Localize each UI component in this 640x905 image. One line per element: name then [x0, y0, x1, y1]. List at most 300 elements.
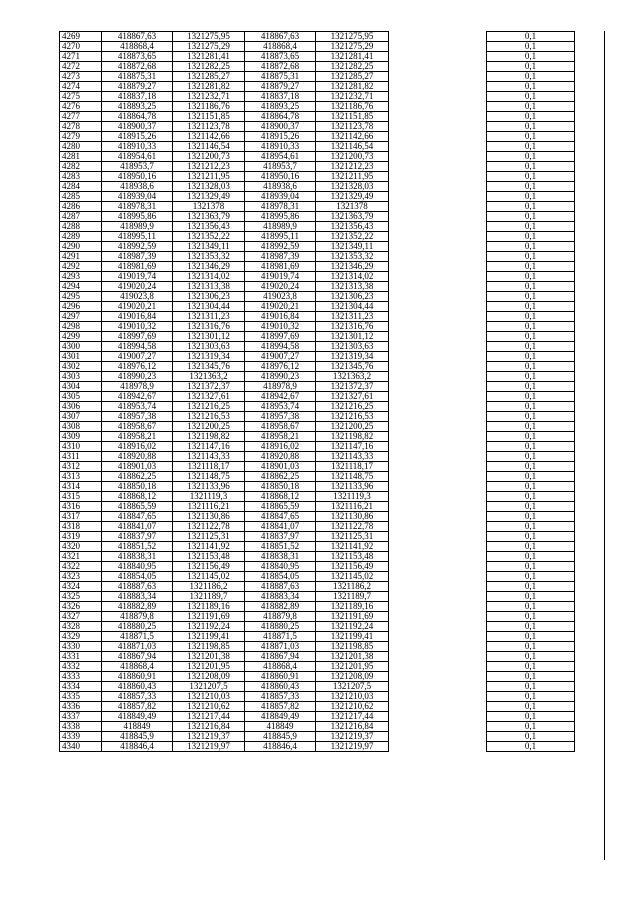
y-coordinate-2-cell: 1321142,66	[316, 132, 389, 142]
spacer-cell	[389, 432, 487, 442]
point-number-cell: 4282	[60, 162, 102, 172]
accuracy-cell: 0,1	[487, 282, 575, 292]
spacer-cell	[389, 42, 487, 52]
accuracy-cell: 0,1	[487, 662, 575, 672]
x-coordinate-2-cell: 418837,97	[245, 532, 316, 542]
x-coordinate-2-cell: 418995,11	[245, 232, 316, 242]
accuracy-cell: 0,1	[487, 332, 575, 342]
page-right-rule	[604, 31, 605, 860]
x-coordinate-cell: 418915,26	[102, 132, 173, 142]
table-row	[60, 52, 575, 62]
x-coordinate-2-cell: 418857,33	[245, 692, 316, 702]
accuracy-cell: 0,1	[487, 222, 575, 232]
table-row	[60, 182, 575, 192]
spacer-cell	[389, 52, 487, 62]
x-coordinate-cell: 419020,24	[102, 282, 173, 292]
x-coordinate-2-cell: 418862,25	[245, 472, 316, 482]
point-number-cell: 4271	[60, 52, 102, 62]
y-coordinate-cell: 1321192,24	[173, 622, 245, 632]
accuracy-cell: 0,1	[487, 392, 575, 402]
point-number-cell: 4305	[60, 392, 102, 402]
y-coordinate-2-cell: 1321147,16	[316, 442, 389, 452]
spacer-cell	[389, 742, 487, 752]
table-row	[60, 202, 575, 212]
spacer-cell	[389, 162, 487, 172]
spacer-cell	[389, 302, 487, 312]
x-coordinate-2-cell: 418849,49	[245, 712, 316, 722]
table-row	[60, 102, 575, 112]
accuracy-cell: 0,1	[487, 62, 575, 72]
table-row	[60, 692, 575, 702]
x-coordinate-cell: 418868,4	[102, 662, 173, 672]
spacer-cell	[389, 652, 487, 662]
x-coordinate-2-cell: 418939,04	[245, 192, 316, 202]
x-coordinate-2-cell: 418846,4	[245, 742, 316, 752]
y-coordinate-2-cell: 1321217,44	[316, 712, 389, 722]
accuracy-cell: 0,1	[487, 412, 575, 422]
x-coordinate-cell: 418860,91	[102, 672, 173, 682]
spacer-cell	[389, 312, 487, 322]
y-coordinate-cell: 1321186,2	[173, 582, 245, 592]
x-coordinate-2-cell: 418854,05	[245, 572, 316, 582]
x-coordinate-cell: 418942,67	[102, 392, 173, 402]
accuracy-cell: 0,1	[487, 142, 575, 152]
x-coordinate-cell: 418953,7	[102, 162, 173, 172]
y-coordinate-cell: 1321216,25	[173, 402, 245, 412]
y-coordinate-cell: 1321212,23	[173, 162, 245, 172]
point-number-cell: 4288	[60, 222, 102, 232]
point-number-cell: 4295	[60, 292, 102, 302]
y-coordinate-2-cell: 1321349,11	[316, 242, 389, 252]
accuracy-cell: 0,1	[487, 92, 575, 102]
y-coordinate-cell: 1321210,03	[173, 692, 245, 702]
table-row	[60, 242, 575, 252]
y-coordinate-cell: 1321314,02	[173, 272, 245, 282]
y-coordinate-2-cell: 1321210,62	[316, 702, 389, 712]
x-coordinate-2-cell: 418938,6	[245, 182, 316, 192]
table-row	[60, 382, 575, 392]
spacer-cell	[389, 492, 487, 502]
accuracy-cell: 0,1	[487, 302, 575, 312]
table-row	[60, 172, 575, 182]
y-coordinate-cell: 1321346,29	[173, 262, 245, 272]
spacer-cell	[389, 282, 487, 292]
y-coordinate-2-cell: 1321345,76	[316, 362, 389, 372]
x-coordinate-cell: 418864,78	[102, 112, 173, 122]
x-coordinate-cell: 418887,63	[102, 582, 173, 592]
y-coordinate-cell: 1321153,48	[173, 552, 245, 562]
table-row	[60, 482, 575, 492]
y-coordinate-cell: 1321201,95	[173, 662, 245, 672]
accuracy-cell: 0,1	[487, 482, 575, 492]
spacer-cell	[389, 152, 487, 162]
table-row	[60, 342, 575, 352]
y-coordinate-2-cell: 1321346,29	[316, 262, 389, 272]
x-coordinate-cell: 418871,5	[102, 632, 173, 642]
y-coordinate-2-cell: 1321363,2	[316, 372, 389, 382]
accuracy-cell: 0,1	[487, 472, 575, 482]
spacer-cell	[389, 732, 487, 742]
y-coordinate-2-cell: 1321192,24	[316, 622, 389, 632]
table-row	[60, 562, 575, 572]
table-row	[60, 702, 575, 712]
point-number-cell: 4294	[60, 282, 102, 292]
accuracy-cell: 0,1	[487, 202, 575, 212]
y-coordinate-2-cell: 1321208,09	[316, 672, 389, 682]
point-number-cell: 4293	[60, 272, 102, 282]
accuracy-cell: 0,1	[487, 372, 575, 382]
point-number-cell: 4331	[60, 652, 102, 662]
spacer-cell	[389, 682, 487, 692]
y-coordinate-cell: 1321219,37	[173, 732, 245, 742]
point-number-cell: 4336	[60, 702, 102, 712]
table-row	[60, 472, 575, 482]
x-coordinate-2-cell: 418910,33	[245, 142, 316, 152]
x-coordinate-2-cell: 418879,27	[245, 82, 316, 92]
y-coordinate-2-cell: 1321327,61	[316, 392, 389, 402]
x-coordinate-2-cell: 418900,37	[245, 122, 316, 132]
accuracy-cell: 0,1	[487, 212, 575, 222]
y-coordinate-cell: 1321219,97	[173, 742, 245, 752]
accuracy-cell: 0,1	[487, 692, 575, 702]
x-coordinate-2-cell: 418953,7	[245, 162, 316, 172]
accuracy-cell: 0,1	[487, 52, 575, 62]
y-coordinate-2-cell: 1321329,49	[316, 192, 389, 202]
spacer-cell	[389, 632, 487, 642]
spacer-cell	[389, 462, 487, 472]
x-coordinate-2-cell: 418992,59	[245, 242, 316, 252]
accuracy-cell: 0,1	[487, 712, 575, 722]
y-coordinate-2-cell: 1321353,32	[316, 252, 389, 262]
x-coordinate-cell: 418900,37	[102, 122, 173, 132]
point-number-cell: 4313	[60, 472, 102, 482]
accuracy-cell: 0,1	[487, 192, 575, 202]
accuracy-cell: 0,1	[487, 512, 575, 522]
spacer-cell	[389, 412, 487, 422]
table-row	[60, 672, 575, 682]
y-coordinate-cell: 1321211,95	[173, 172, 245, 182]
y-coordinate-cell: 1321282,25	[173, 62, 245, 72]
y-coordinate-2-cell: 1321304,44	[316, 302, 389, 312]
x-coordinate-cell: 419019,74	[102, 272, 173, 282]
point-number-cell: 4330	[60, 642, 102, 652]
x-coordinate-cell: 418978,31	[102, 202, 173, 212]
spacer-cell	[389, 612, 487, 622]
spacer-cell	[389, 712, 487, 722]
spacer-cell	[389, 322, 487, 332]
point-number-cell: 4335	[60, 692, 102, 702]
point-number-cell: 4272	[60, 62, 102, 72]
table-row	[60, 222, 575, 232]
y-coordinate-cell: 1321116,21	[173, 502, 245, 512]
y-coordinate-2-cell: 1321316,76	[316, 322, 389, 332]
spacer-cell	[389, 672, 487, 682]
x-coordinate-cell: 418976,12	[102, 362, 173, 372]
y-coordinate-2-cell: 1321356,43	[316, 222, 389, 232]
x-coordinate-2-cell: 418920,88	[245, 452, 316, 462]
point-number-cell: 4338	[60, 722, 102, 732]
y-coordinate-2-cell: 1321216,53	[316, 412, 389, 422]
x-coordinate-2-cell: 418875,31	[245, 72, 316, 82]
x-coordinate-2-cell: 418976,12	[245, 362, 316, 372]
point-number-cell: 4325	[60, 592, 102, 602]
x-coordinate-2-cell: 418916,02	[245, 442, 316, 452]
x-coordinate-2-cell: 418857,82	[245, 702, 316, 712]
table-row	[60, 622, 575, 632]
x-coordinate-cell: 418989,9	[102, 222, 173, 232]
accuracy-cell: 0,1	[487, 382, 575, 392]
x-coordinate-cell: 418990,23	[102, 372, 173, 382]
x-coordinate-2-cell: 418994,58	[245, 342, 316, 352]
accuracy-cell: 0,1	[487, 32, 575, 42]
x-coordinate-cell: 418882,89	[102, 602, 173, 612]
table-row	[60, 322, 575, 332]
point-number-cell: 4334	[60, 682, 102, 692]
x-coordinate-2-cell: 418867,94	[245, 652, 316, 662]
y-coordinate-cell: 1321311,23	[173, 312, 245, 322]
y-coordinate-cell: 1321353,32	[173, 252, 245, 262]
y-coordinate-2-cell: 1321313,38	[316, 282, 389, 292]
y-coordinate-cell: 1321199,41	[173, 632, 245, 642]
x-coordinate-cell: 418847,65	[102, 512, 173, 522]
y-coordinate-cell: 1321327,61	[173, 392, 245, 402]
x-coordinate-cell: 418910,33	[102, 142, 173, 152]
y-coordinate-2-cell: 1321130,86	[316, 512, 389, 522]
x-coordinate-2-cell: 418978,9	[245, 382, 316, 392]
accuracy-cell: 0,1	[487, 272, 575, 282]
x-coordinate-2-cell: 418868,4	[245, 42, 316, 52]
y-coordinate-cell: 1321372,37	[173, 382, 245, 392]
table-row	[60, 722, 575, 732]
y-coordinate-cell: 1321145,02	[173, 572, 245, 582]
accuracy-cell: 0,1	[487, 312, 575, 322]
accuracy-cell: 0,1	[487, 742, 575, 752]
spacer-cell	[389, 392, 487, 402]
spacer-cell	[389, 102, 487, 112]
y-coordinate-cell: 1321275,29	[173, 42, 245, 52]
spacer-cell	[389, 82, 487, 92]
table-row	[60, 392, 575, 402]
x-coordinate-cell: 418850,18	[102, 482, 173, 492]
x-coordinate-2-cell: 418958,21	[245, 432, 316, 442]
table-row	[60, 212, 575, 222]
spacer-cell	[389, 192, 487, 202]
y-coordinate-cell: 1321156,49	[173, 562, 245, 572]
x-coordinate-cell: 418954,61	[102, 152, 173, 162]
y-coordinate-2-cell: 1321301,12	[316, 332, 389, 342]
y-coordinate-2-cell: 1321199,41	[316, 632, 389, 642]
point-number-cell: 4306	[60, 402, 102, 412]
y-coordinate-cell: 1321201,38	[173, 652, 245, 662]
x-coordinate-cell: 418879,8	[102, 612, 173, 622]
table-row	[60, 492, 575, 502]
y-coordinate-2-cell: 1321151,85	[316, 112, 389, 122]
y-coordinate-cell: 1321208,09	[173, 672, 245, 682]
spacer-cell	[389, 142, 487, 152]
x-coordinate-2-cell: 418954,61	[245, 152, 316, 162]
y-coordinate-cell: 1321210,62	[173, 702, 245, 712]
spacer-cell	[389, 422, 487, 432]
point-number-cell: 4327	[60, 612, 102, 622]
point-number-cell: 4280	[60, 142, 102, 152]
point-number-cell: 4329	[60, 632, 102, 642]
x-coordinate-2-cell: 418893,25	[245, 102, 316, 112]
accuracy-cell: 0,1	[487, 232, 575, 242]
accuracy-cell: 0,1	[487, 242, 575, 252]
point-number-cell: 4274	[60, 82, 102, 92]
spacer-cell	[389, 372, 487, 382]
point-number-cell: 4285	[60, 192, 102, 202]
x-coordinate-2-cell: 418837,18	[245, 92, 316, 102]
table-row	[60, 82, 575, 92]
y-coordinate-2-cell: 1321212,23	[316, 162, 389, 172]
point-number-cell: 4277	[60, 112, 102, 122]
accuracy-cell: 0,1	[487, 442, 575, 452]
x-coordinate-2-cell: 418868,12	[245, 492, 316, 502]
y-coordinate-2-cell: 1321125,31	[316, 532, 389, 542]
accuracy-cell: 0,1	[487, 592, 575, 602]
accuracy-cell: 0,1	[487, 402, 575, 412]
accuracy-cell: 0,1	[487, 582, 575, 592]
y-coordinate-2-cell: 1321216,25	[316, 402, 389, 412]
accuracy-cell: 0,1	[487, 572, 575, 582]
y-coordinate-cell: 1321349,11	[173, 242, 245, 252]
y-coordinate-cell: 1321191,69	[173, 612, 245, 622]
y-coordinate-cell: 1321141,92	[173, 542, 245, 552]
point-number-cell: 4286	[60, 202, 102, 212]
point-number-cell: 4300	[60, 342, 102, 352]
spacer-cell	[389, 622, 487, 632]
y-coordinate-2-cell: 1321306,23	[316, 292, 389, 302]
x-coordinate-2-cell: 418871,5	[245, 632, 316, 642]
y-coordinate-cell: 1321304,44	[173, 302, 245, 312]
y-coordinate-2-cell: 1321200,25	[316, 422, 389, 432]
x-coordinate-cell: 418997,69	[102, 332, 173, 342]
x-coordinate-2-cell: 418847,65	[245, 512, 316, 522]
y-coordinate-cell: 1321316,76	[173, 322, 245, 332]
table-row	[60, 142, 575, 152]
x-coordinate-2-cell: 418887,63	[245, 582, 316, 592]
x-coordinate-2-cell: 418957,38	[245, 412, 316, 422]
table-row	[60, 132, 575, 142]
table-row	[60, 362, 575, 372]
point-number-cell: 4299	[60, 332, 102, 342]
x-coordinate-2-cell: 418989,9	[245, 222, 316, 232]
point-number-cell: 4332	[60, 662, 102, 672]
spacer-cell	[389, 232, 487, 242]
x-coordinate-cell: 418901,03	[102, 462, 173, 472]
y-coordinate-cell: 1321186,76	[173, 102, 245, 112]
y-coordinate-cell: 1321130,86	[173, 512, 245, 522]
x-coordinate-2-cell: 418860,91	[245, 672, 316, 682]
table-row	[60, 272, 575, 282]
accuracy-cell: 0,1	[487, 82, 575, 92]
x-coordinate-2-cell: 419020,21	[245, 302, 316, 312]
y-coordinate-cell: 1321198,82	[173, 432, 245, 442]
point-number-cell: 4292	[60, 262, 102, 272]
x-coordinate-cell: 418995,86	[102, 212, 173, 222]
y-coordinate-2-cell: 1321314,02	[316, 272, 389, 282]
x-coordinate-2-cell: 418883,34	[245, 592, 316, 602]
spacer-cell	[389, 572, 487, 582]
spacer-cell	[389, 582, 487, 592]
y-coordinate-2-cell: 1321189,16	[316, 602, 389, 612]
point-number-cell: 4309	[60, 432, 102, 442]
y-coordinate-2-cell: 1321119,3	[316, 492, 389, 502]
x-coordinate-2-cell: 419016,84	[245, 312, 316, 322]
point-number-cell: 4278	[60, 122, 102, 132]
y-coordinate-cell: 1321319,34	[173, 352, 245, 362]
x-coordinate-cell: 418857,82	[102, 702, 173, 712]
x-coordinate-cell: 418938,6	[102, 182, 173, 192]
table-row	[60, 282, 575, 292]
x-coordinate-cell: 418893,25	[102, 102, 173, 112]
table-row	[60, 712, 575, 722]
y-coordinate-cell: 1321146,54	[173, 142, 245, 152]
accuracy-cell: 0,1	[487, 732, 575, 742]
table-row	[60, 452, 575, 462]
spacer-cell	[389, 402, 487, 412]
x-coordinate-2-cell: 418997,69	[245, 332, 316, 342]
spacer-cell	[389, 132, 487, 142]
table-row	[60, 252, 575, 262]
y-coordinate-cell: 1321216,84	[173, 722, 245, 732]
x-coordinate-cell: 418862,25	[102, 472, 173, 482]
x-coordinate-cell: 418849,49	[102, 712, 173, 722]
table-row	[60, 432, 575, 442]
accuracy-cell: 0,1	[487, 132, 575, 142]
x-coordinate-cell: 418838,31	[102, 552, 173, 562]
y-coordinate-2-cell: 1321211,95	[316, 172, 389, 182]
spacer-cell	[389, 602, 487, 612]
spacer-cell	[389, 722, 487, 732]
accuracy-cell: 0,1	[487, 172, 575, 182]
point-number-cell: 4276	[60, 102, 102, 112]
y-coordinate-2-cell: 1321216,84	[316, 722, 389, 732]
y-coordinate-cell: 1321363,2	[173, 372, 245, 382]
y-coordinate-2-cell: 1321303,63	[316, 342, 389, 352]
x-coordinate-cell: 418981,69	[102, 262, 173, 272]
y-coordinate-cell: 1321345,76	[173, 362, 245, 372]
table-row	[60, 532, 575, 542]
spacer-cell	[389, 72, 487, 82]
point-number-cell: 4340	[60, 742, 102, 752]
accuracy-cell: 0,1	[487, 522, 575, 532]
point-number-cell: 4326	[60, 602, 102, 612]
point-number-cell: 4307	[60, 412, 102, 422]
x-coordinate-2-cell: 418851,52	[245, 542, 316, 552]
x-coordinate-cell: 418846,4	[102, 742, 173, 752]
table-row	[60, 502, 575, 512]
spacer-cell	[389, 62, 487, 72]
accuracy-cell: 0,1	[487, 182, 575, 192]
accuracy-cell: 0,1	[487, 452, 575, 462]
accuracy-cell: 0,1	[487, 122, 575, 132]
x-coordinate-cell: 418992,59	[102, 242, 173, 252]
table-row	[60, 72, 575, 82]
y-coordinate-cell: 1321147,16	[173, 442, 245, 452]
x-coordinate-cell: 418883,34	[102, 592, 173, 602]
spacer-cell	[389, 212, 487, 222]
spacer-cell	[389, 592, 487, 602]
accuracy-cell: 0,1	[487, 502, 575, 512]
y-coordinate-cell: 1321328,03	[173, 182, 245, 192]
y-coordinate-2-cell: 1321281,82	[316, 82, 389, 92]
y-coordinate-2-cell: 1321186,2	[316, 582, 389, 592]
x-coordinate-2-cell: 418987,39	[245, 252, 316, 262]
x-coordinate-2-cell: 419019,74	[245, 272, 316, 282]
accuracy-cell: 0,1	[487, 42, 575, 52]
